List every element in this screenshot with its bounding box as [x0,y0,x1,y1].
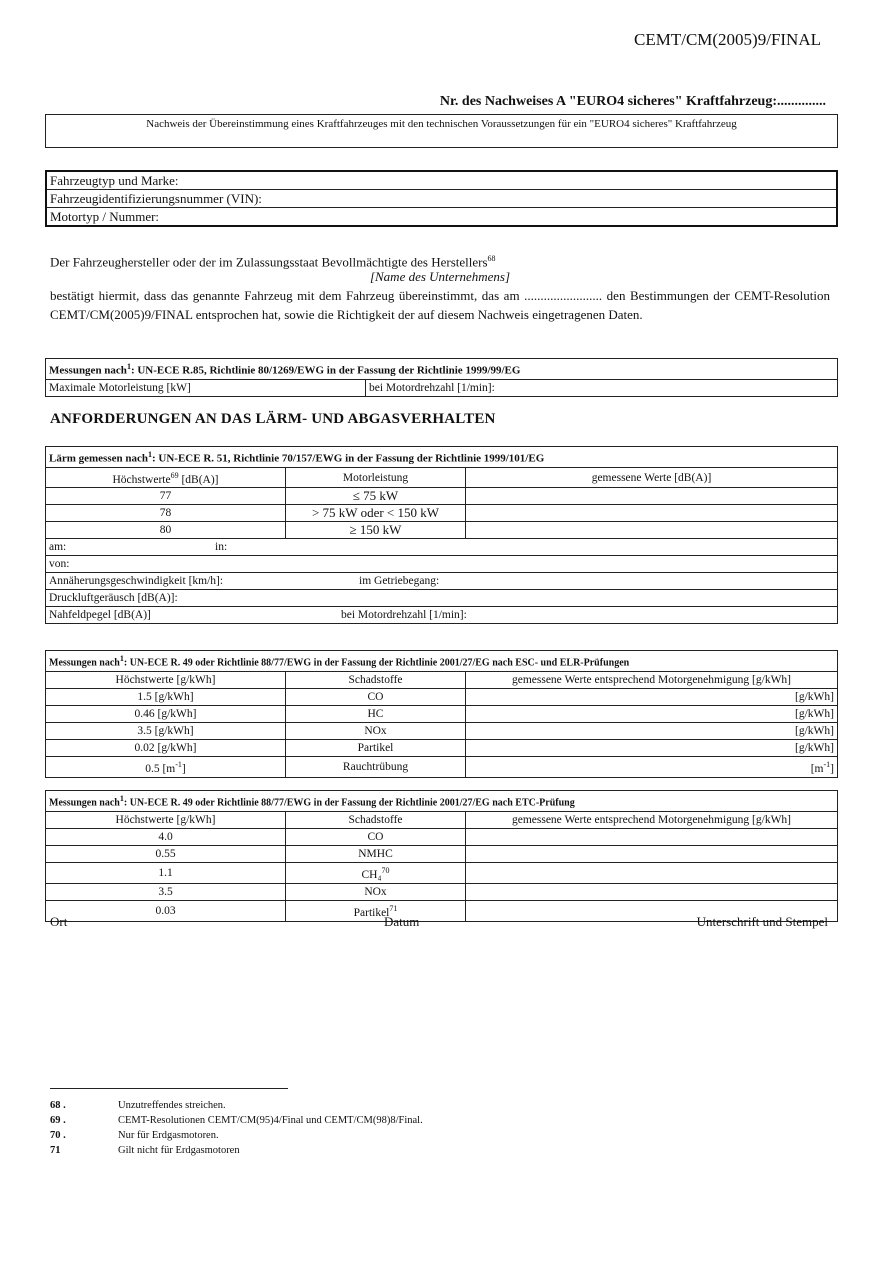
table-row [46,846,838,863]
table-row [46,706,838,723]
noise-from-row: von: [46,556,838,573]
noise-limit: 80 [46,522,286,539]
table-row [46,884,838,901]
esc-pollutant: HC [286,706,466,723]
etc-pollutant: Partikel$^{71}$ [286,901,466,922]
table-row [46,829,838,846]
power-rpm-label: bei Motordrehzahl [1/min]: [366,379,838,396]
etc-pollutant: CO [286,829,466,846]
noise-power: ≥ 150 kW [286,522,466,539]
etc-col-measured: gemessene Werte entsprechend Motorgenehmigung [g/kWh] [466,812,838,829]
esc-pollutant: Rauchtrübung [286,757,466,778]
etc-emission-table [45,790,838,922]
etc-limit: 1.1 [46,863,286,884]
esc-col-pollutant: Schadstoffe [286,672,466,689]
noise-table-title: Lärm gemessen nach$^1$: UN-ECE R. 51, Richtlinie 70/157/EWG in der Fassung der Richtlinie 1999/101/EG [46,447,838,468]
etc-limit: 3.5 [46,884,286,901]
table-row [46,488,838,505]
esc-pollutant: CO [286,689,466,706]
noise-measured-cell [466,505,838,522]
noise-measured-cell [466,488,838,505]
noise-col-measured: gemessene Werte [dB(A)] [466,467,838,488]
document-reference: CEMT/CM(2005)9/FINAL [634,30,821,49]
power-table-title: Messungen nach$^1$: UN-ECE R.85, Richtlinie 80/1269/EWG in der Fassung der Richtlinie 1999/99/EG [46,359,838,380]
etc-limit: 0.55 [46,846,286,863]
esc-limit: 0.46 [g/kWh] [46,706,286,723]
noise-power: ≤ 75 kW [286,488,466,505]
declaration-body: bestätigt hiermit, dass das genannte Fahrzeug mit dem Fahrzeug übereinstimmt, das am ........................ den Bestimmungen der CEMT-Resolution CEMT/CM(2005)9/FINAL entsprochen hat, sowie die Richtigkeit der auf diesem Nachweis eingetragenen Daten. [50,288,830,322]
etc-measured-cell [466,829,838,846]
vehicle-vin-field: Fahrzeugidentifizierungsnummer (VIN): [47,190,836,208]
esc-pollutant: NOx [286,723,466,740]
esc-pollutant: Partikel [286,740,466,757]
footnote-item: 69 . CEMT-Resolutionen CEMT/CM(95)4/Final und CEMT/CM(98)8/Final. [50,1115,423,1126]
esc-col-measured: gemessene Werte entsprechend Motorgenehmigung [g/kWh] [466,672,838,689]
etc-limit: 0.03 [46,901,286,922]
noise-col-power: Motorleistung [286,467,466,488]
footnote-divider [50,1088,288,1089]
esc-unit: [g/kWh] [466,723,838,740]
esc-limit: 0.5 $[m^{-1}]$ [46,757,286,778]
table-row [46,689,838,706]
vehicle-info-box [45,170,838,227]
power-measurement-table [45,358,838,397]
esc-unit: [g/kWh] [466,689,838,706]
noise-table [45,446,838,624]
noise-air-row: Druckluftgeräusch [dB(A)]: [46,590,838,607]
noise-date-place-row: am: in: [46,539,838,556]
engine-type-field: Motortyp / Nummer: [50,209,160,224]
esc-unit: [g/kWh] [466,740,838,757]
noise-near-row: Nahfeldpegel [dB(A)] bei Motordrehzahl [1/min]: [46,607,838,624]
noise-approach-row: Annäherungsgeschwindigkeit [km/h]: im Getriebegang: [46,573,838,590]
proof-title-box [45,114,838,148]
table-row [46,757,838,778]
section-heading: ANFORDERUNGEN AN DAS LÄRM- UND ABGASVERHALTEN [50,411,496,427]
esc-unit: $[m^{-1}]$ [466,757,838,778]
company-placeholder: [Name des Unternehmens] [369,269,511,284]
table-row [46,505,838,522]
proof-title: Nachweis der Übereinstimmung eines Kraftfahrzeuges mit den technischen Voraussetzungen für ein "EURO4 sicheres" Kraftfahrzeug [146,118,737,130]
table-row [46,740,838,757]
noise-limit: 78 [46,505,286,522]
max-power-label: Maximale Motorleistung [kW] [46,379,366,396]
signature-stamp: Unterschrift und Stempel [696,914,828,929]
footnote-item: 68 . Unzutreffendes streichen. [50,1100,226,1111]
etc-col-pollutant: Schadstoffe [286,812,466,829]
esc-unit: [g/kWh] [466,706,838,723]
etc-table-title: Messungen nach$^1$: UN-ECE R. 49 oder Richtlinie 88/77/EWG in der Fassung der Richtlinie 2001/27/EG nach ETC-Prüfung [46,791,838,812]
footnote-item: 70 . Nur für Erdgasmotoren. [50,1130,219,1141]
footnote-ref: 68 [487,254,496,263]
proof-number-label: Nr. des Nachweises A "EURO4 sicheres" Kraftfahrzeug:.............. [439,94,826,109]
esc-limit: 0.02 [g/kWh] [46,740,286,757]
etc-pollutant: NOx [286,884,466,901]
esc-emission-table [45,650,838,778]
etc-measured-cell [466,884,838,901]
etc-pollutant: NMHC [286,846,466,863]
vehicle-type-field: Fahrzeugtyp und Marke: [47,172,836,190]
noise-measured-cell [466,522,838,539]
noise-col-limit: Höchstwerte$^{69}$ [dB(A)] [46,467,286,488]
esc-limit: 1.5 [g/kWh] [46,689,286,706]
table-row [46,723,838,740]
esc-limit: 3.5 [g/kWh] [46,723,286,740]
esc-table-title: Messungen nach$^1$: UN-ECE R. 49 oder Richtlinie 88/77/EWG in der Fassung der Richtlinie 2001/27/EG nach ESC- und ELR-Prüfungen [46,651,838,672]
table-row [46,863,838,884]
etc-measured-cell [466,863,838,884]
signature-place: Ort [50,914,68,929]
signature-date: Datum [384,914,420,929]
etc-limit: 4.0 [46,829,286,846]
noise-limit: 77 [46,488,286,505]
esc-col-limit: Höchstwerte [g/kWh] [46,672,286,689]
etc-pollutant: CH₄$^{70}$ [286,863,466,884]
noise-power: > 75 kW oder < 150 kW [286,505,466,522]
footnote-item: 71 Gilt nicht für Erdgasmotoren [50,1145,240,1156]
etc-col-limit: Höchstwerte [g/kWh] [46,812,286,829]
declaration-text: Der Fahrzeughersteller oder der im Zulassungsstaat Bevollmächtigte des Herstellers [50,254,488,270]
etc-measured-cell [466,846,838,863]
table-row [46,522,838,539]
